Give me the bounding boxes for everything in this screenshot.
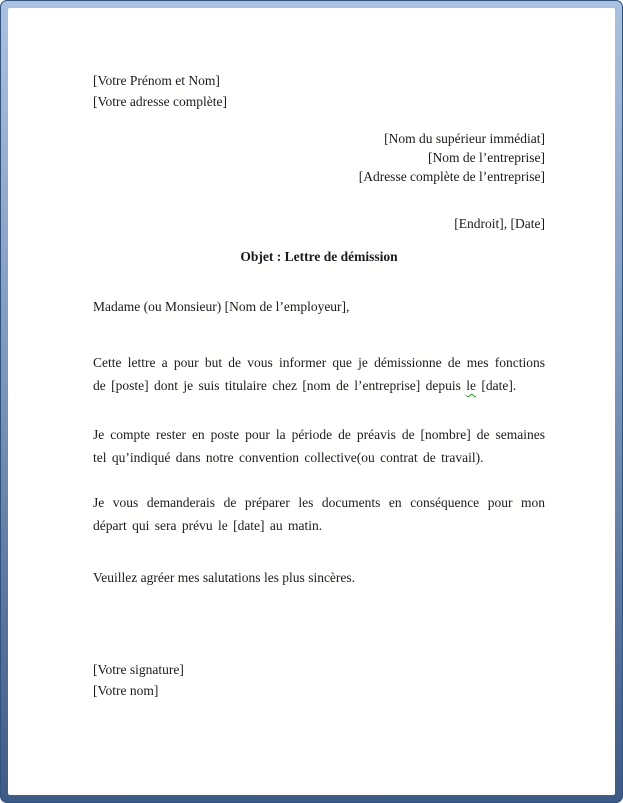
signature-block <box>93 659 545 701</box>
body-paragraph-3: Je vous demanderais de préparer les documents en conséquence pour mon départ qui sera prévu le [date] au matin. <box>93 495 545 533</box>
recipient-address-block <box>93 129 545 186</box>
paragraph-1-text-before: Cette lettre a pour but de vous informer que je démissionne de mes fonctions de [poste] dont je suis titulaire chez [nom de l’entreprise] depuis <box>93 355 545 393</box>
grammar-flagged-word: le <box>466 378 477 393</box>
sender-address-block <box>93 70 545 112</box>
recipient-company-line: [Nom de l’entreprise] <box>428 150 545 165</box>
place-and-date-line: [Endroit], [Date] <box>454 216 545 231</box>
salutation-line: Madame (ou Monsieur) [Nom de l’employeur], <box>93 299 350 314</box>
body-paragraph-2: Je compte rester en poste pour la période de préavis de [nombre] de semaines tel qu’indiqué dans notre convention collective(ou contrat de travail). <box>93 427 545 465</box>
signature-line: [Votre signature] <box>93 662 184 677</box>
recipient-supervisor-line: [Nom du supérieur immédiat] <box>384 131 545 146</box>
recipient-company-address-line: [Adresse complète de l’entreprise] <box>358 169 545 184</box>
subject-line: Objet : Lettre de démission <box>240 249 398 264</box>
body-paragraph-1 <box>93 351 545 397</box>
sender-name-line: [Votre Prénom et Nom] <box>93 73 220 88</box>
letter-page <box>8 8 615 795</box>
closing-line: Veuillez agréer mes salutations les plus sincères. <box>93 570 356 585</box>
sender-address-line: [Votre adresse complète] <box>93 94 227 109</box>
letter-content <box>8 8 615 701</box>
signature-name-line: [Votre nom] <box>93 683 159 698</box>
paragraph-1-text-after: [date]. <box>476 378 517 393</box>
